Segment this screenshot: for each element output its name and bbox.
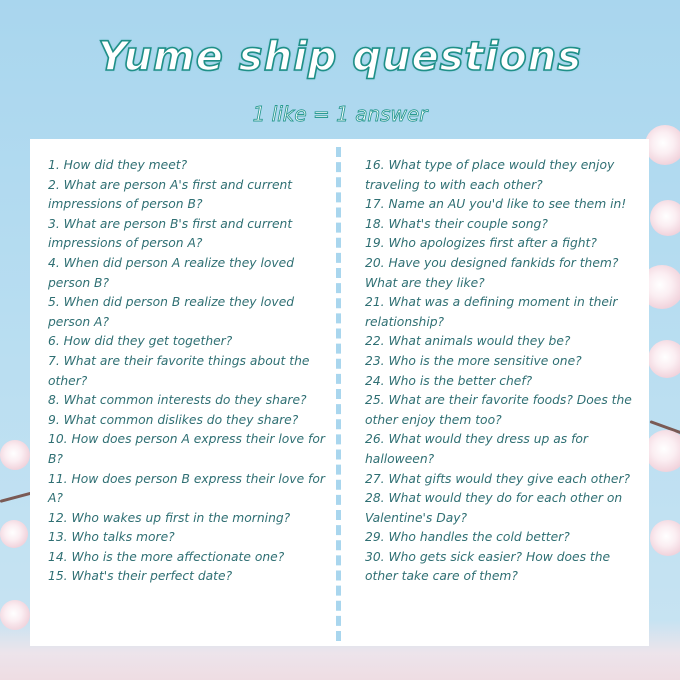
question-item: 2. What are person A's first and current impressions of person B? <box>48 177 293 212</box>
question-item: 19. Who apologizes first after a fight? <box>365 236 597 251</box>
question-item: 11. How does person B express their love for A? <box>48 471 325 506</box>
dashed-divider <box>336 147 341 641</box>
sakura-blossom <box>650 520 680 556</box>
sakura-blossom <box>645 430 680 472</box>
question-item: 27. What gifts would they give each other? <box>365 471 631 486</box>
question-item: 1. How did they meet? <box>48 158 188 172</box>
question-item: 14. Who is the more affectionate one? <box>48 549 285 564</box>
question-item: 28. What would they do for each other on Valentine's Day? <box>365 491 623 525</box>
sakura-blossom <box>650 200 680 236</box>
question-item: 8. What common interests do they share? <box>48 393 307 408</box>
question-item: 29. Who handles the cold better? <box>365 530 570 545</box>
question-item: 26. What would they dress up as for halloween? <box>365 432 588 466</box>
question-item: 23. Who is the more sensitive one? <box>365 353 582 368</box>
question-item: 17. Name an AU you'd like to see them in! <box>365 197 627 212</box>
question-item: 15. What's their perfect date? <box>48 569 233 584</box>
question-item: 12. Who wakes up first in the morning? <box>48 510 291 525</box>
question-item: 9. What common dislikes do they share? <box>48 412 299 427</box>
question-item: 4. When did person A realize they loved person B? <box>48 255 295 290</box>
question-item: 5. When did person B realize they loved person A? <box>48 295 295 329</box>
page-subtitle: 1 like = 1 answer <box>252 102 428 126</box>
question-item: 22. What animals would they be? <box>365 334 571 349</box>
question-item: 3. What are person B's first and current impressions of person A? <box>48 216 293 251</box>
question-item: 24. Who is the better chef? <box>365 373 533 388</box>
sakura-blossom <box>645 125 680 165</box>
question-item: 18. What's their couple song? <box>365 216 548 231</box>
sakura-blossom <box>0 440 30 470</box>
question-item: 13. Who talks more? <box>48 530 175 545</box>
question-item: 7. What are their favorite things about the other? <box>48 353 310 388</box>
sakura-blossom <box>648 340 680 378</box>
question-item: 21. What was a defining moment in their relationship? <box>365 295 618 329</box>
questions-card <box>30 139 649 646</box>
question-item: 10. How does person A express their love for B? <box>48 432 325 466</box>
questions-column-right <box>365 156 635 587</box>
page-title: Yume ship questions <box>98 34 582 80</box>
questions-column-left <box>48 156 332 587</box>
question-item: 20. Have you designed fankids for them? What are they like? <box>365 255 619 290</box>
question-item: 16. What type of place would they enjoy traveling to with each other? <box>365 158 615 192</box>
question-item: 25. What are their favorite foods? Does the other enjoy them too? <box>365 393 632 427</box>
question-item: 30. Who gets sick easier? How does the other take care of them? <box>365 549 611 584</box>
sakura-blossom <box>0 520 28 548</box>
question-item: 6. How did they get together? <box>48 334 233 349</box>
